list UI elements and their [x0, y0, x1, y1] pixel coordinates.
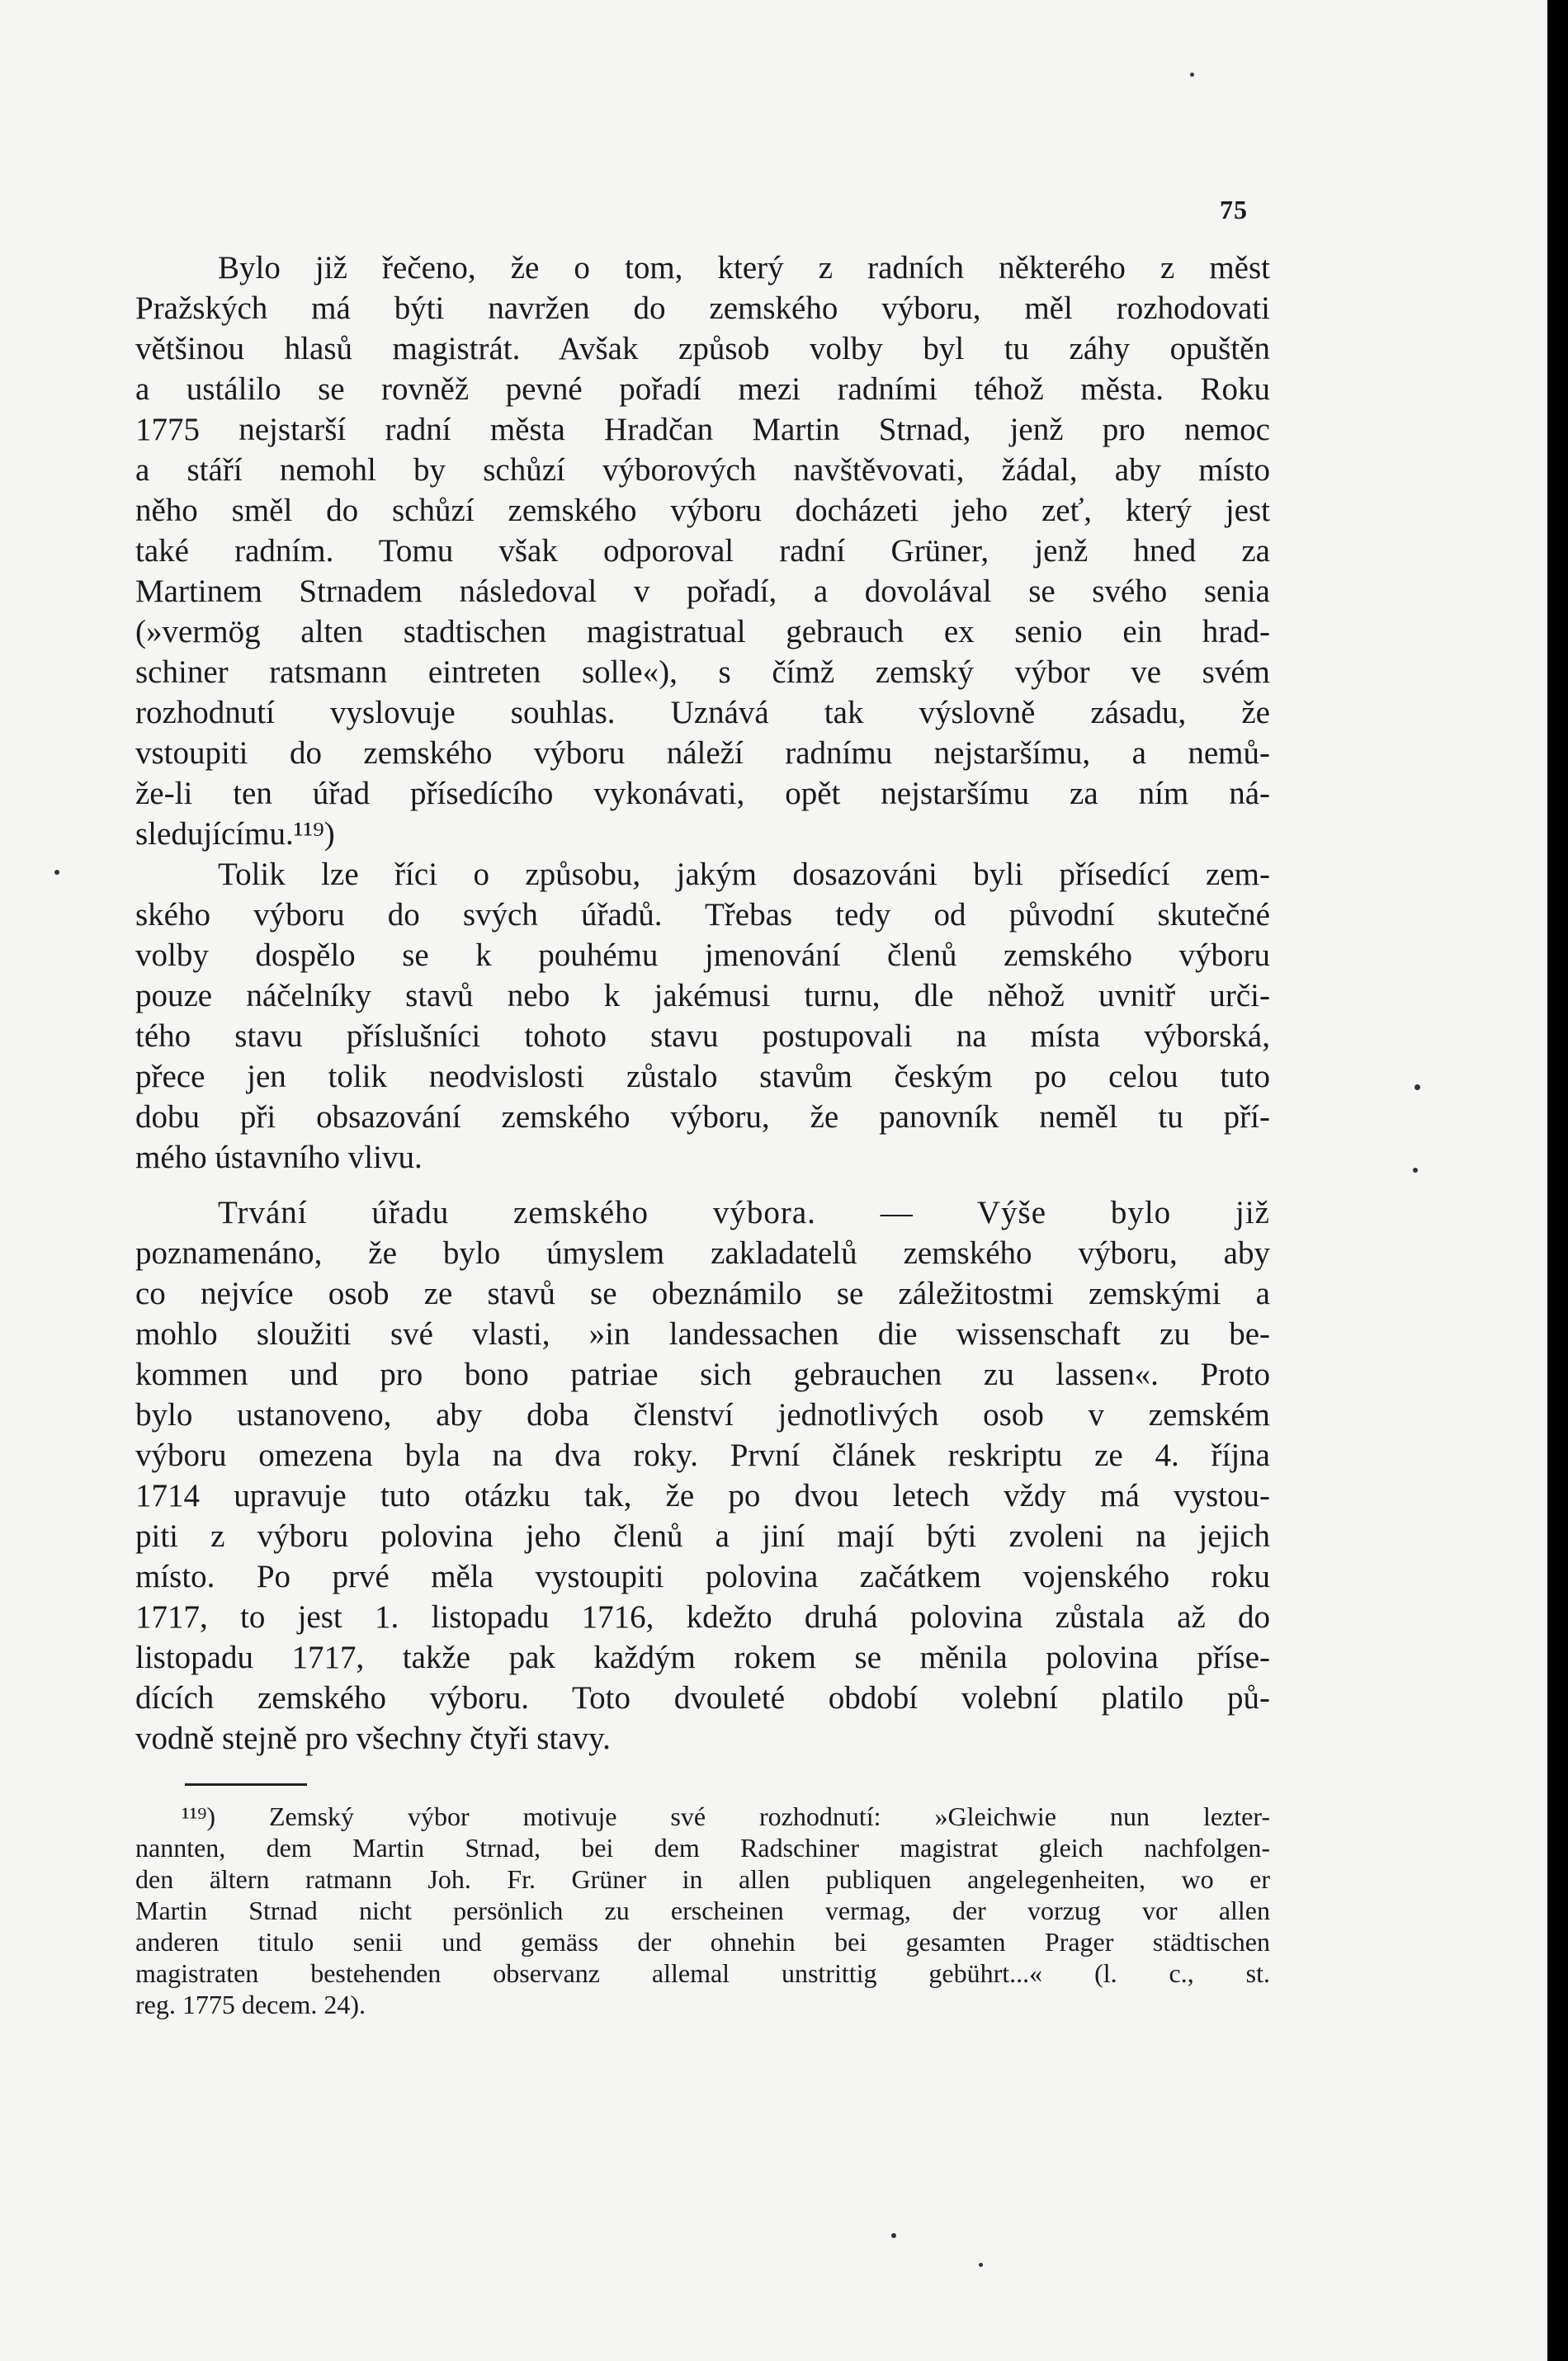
footnote-line: den ältern ratmann Joh. Fr. Grüner in allen publiquen angelegenheiten, wo er: [135, 1864, 1270, 1894]
text-line: 1717, to jest 1. listopadu 1716, kdežto druhá polovina zůstala až do: [135, 1599, 1270, 1635]
footnote-line: Martin Strnad nicht persönlich zu erscheinen vermag, der vorzug vor allen: [135, 1896, 1270, 1925]
text-line: a stáří nemohl by schůzí výborových navštěvovati, žádal, aby místo: [135, 452, 1270, 488]
text-line: piti z výboru polovina jeho členů a jiní mají býti zvoleni na jejich: [135, 1518, 1270, 1554]
scan-speck: [891, 2233, 896, 2238]
text-line: listopadu 1717, takže pak každým rokem se měnila polovina příse-: [135, 1640, 1270, 1675]
paragraph-spacer: [135, 1178, 1270, 1192]
text-line: přece jen tolik neodvislosti zůstalo stavům českým po celou tuto: [135, 1059, 1270, 1094]
text-line: také radním. Tomu však odporoval radní Grüner, jenž hned za: [135, 533, 1270, 569]
paragraph-3: [135, 1192, 1270, 1759]
text-line: poznamenáno, že bylo úmyslem zakladatelů zemského výboru, aby: [135, 1235, 1270, 1271]
text-line: ského výboru do svých úřadů. Třebas tedy od původní skutečné: [135, 897, 1270, 933]
scan-speck: [1190, 73, 1194, 77]
text-line: mohlo sloužiti své vlasti, »in landessachen die wissenschaft zu be-: [135, 1316, 1270, 1352]
text-line: pouze náčelníky stavů nebo k jakémusi turnu, dle něhož uvnitř urči-: [135, 978, 1270, 1013]
scan-speck: [979, 2263, 983, 2267]
text-line: že-li ten úřad přísedícího vykonávati, opět nejstaršímu za ním ná-: [135, 776, 1270, 811]
footnote-119: [135, 1801, 1270, 2020]
text-line: většinou hlasů magistrát. Avšak způsob volby byl tu záhy opuštěn: [135, 331, 1270, 366]
scan-speck: [54, 870, 59, 875]
page-number: 75: [1220, 195, 1248, 224]
text-line: mého ústavního vlivu.: [135, 1140, 423, 1175]
text-line: vstoupiti do zemského výboru náleží radnímu nejstaršímu, a nemů-: [135, 735, 1270, 771]
text-line: vodně stejně pro všechny čtyři stavy.: [135, 1721, 611, 1756]
text-line: sledujícímu.¹¹⁹): [135, 816, 335, 852]
text-line: (»vermög alten stadtischen magistratual gebrauch ex senio ein hrad-: [135, 614, 1270, 649]
paragraph-2: [135, 854, 1270, 1178]
footnote-line: reg. 1775 decem. 24).: [135, 1990, 366, 2019]
text-line: tého stavu příslušníci tohoto stavu postupovali na místa výborská,: [135, 1018, 1270, 1054]
section-heading-line: Trvání úřadu zemského výbora. — Výše bylo již: [218, 1195, 1270, 1230]
text-line: Martinem Strnadem následoval v pořadí, a dovolával se svého senia: [135, 574, 1270, 609]
main-text: [135, 248, 1270, 2020]
footnote-divider: [185, 1783, 307, 1786]
footnote-line: ¹¹⁹) Zemský výbor motivuje své rozhodnutí: »Gleichwie nun lezter-: [182, 1801, 1270, 1831]
footnote-line: magistraten bestehenden observanz allemal unstrittig gebührt...« (l. c., st.: [135, 1958, 1270, 1988]
text-line: místo. Po prvé měla vystoupiti polovina začátkem vojenského roku: [135, 1559, 1270, 1594]
paragraph-1: [135, 248, 1270, 854]
text-line: bylo ustanoveno, aby doba členství jednotlivých osob v zemském: [135, 1397, 1270, 1433]
text-line: schiner ratsmann eintreten solle«), s čímž zemský výbor ve svém: [135, 654, 1270, 690]
text-line: dobu při obsazování zemského výboru, že panovník neměl tu pří-: [135, 1099, 1270, 1135]
text-line: volby dospělo se k pouhému jmenování členů zemského výboru: [135, 937, 1270, 973]
footnote-line: nannten, dem Martin Strnad, bei dem Radschiner magistrat gleich nachfolgen-: [135, 1833, 1270, 1863]
scan-speck: [1415, 1084, 1420, 1090]
text-line: dících zemského výboru. Toto dvouleté období volební platilo pů-: [135, 1680, 1270, 1716]
text-line: rozhodnutí vyslovuje souhlas. Uznává tak výslovně zásadu, že: [135, 695, 1270, 730]
text-line: něho směl do schůzí zemského výboru docházeti jeho zeť, který jest: [135, 493, 1270, 528]
text-line: kommen und pro bono patriae sich gebrauchen zu lassen«. Proto: [135, 1357, 1270, 1392]
text-line: 1775 nejstarší radní města Hradčan Martin Strnad, jenž pro nemoc: [135, 412, 1270, 447]
text-line: Bylo již řečeno, že o tom, který z radních některého z měst: [218, 250, 1270, 286]
text-line: co nejvíce osob ze stavů se obeznámilo se záležitostmi zemskými a: [135, 1276, 1270, 1311]
footnote-line: anderen titulo senii und gemäss der ohnehin bei gesamten Prager städtischen: [135, 1927, 1270, 1957]
text-line: a ustálilo se rovněž pevné pořadí mezi radními téhož města. Roku: [135, 371, 1270, 407]
text-line: výboru omezena byla na dva roky. První článek reskriptu ze 4. října: [135, 1438, 1270, 1473]
scan-speck: [1413, 1168, 1418, 1173]
text-line: Tolik lze říci o způsobu, jakým dosazováni byli přísedící zem-: [218, 857, 1270, 892]
text-line: 1714 upravuje tuto otázku tak, že po dvou letech vždy má vystou-: [135, 1478, 1270, 1513]
text-line: Pražských má býti navržen do zemského výboru, měl rozhodovati: [135, 290, 1270, 326]
